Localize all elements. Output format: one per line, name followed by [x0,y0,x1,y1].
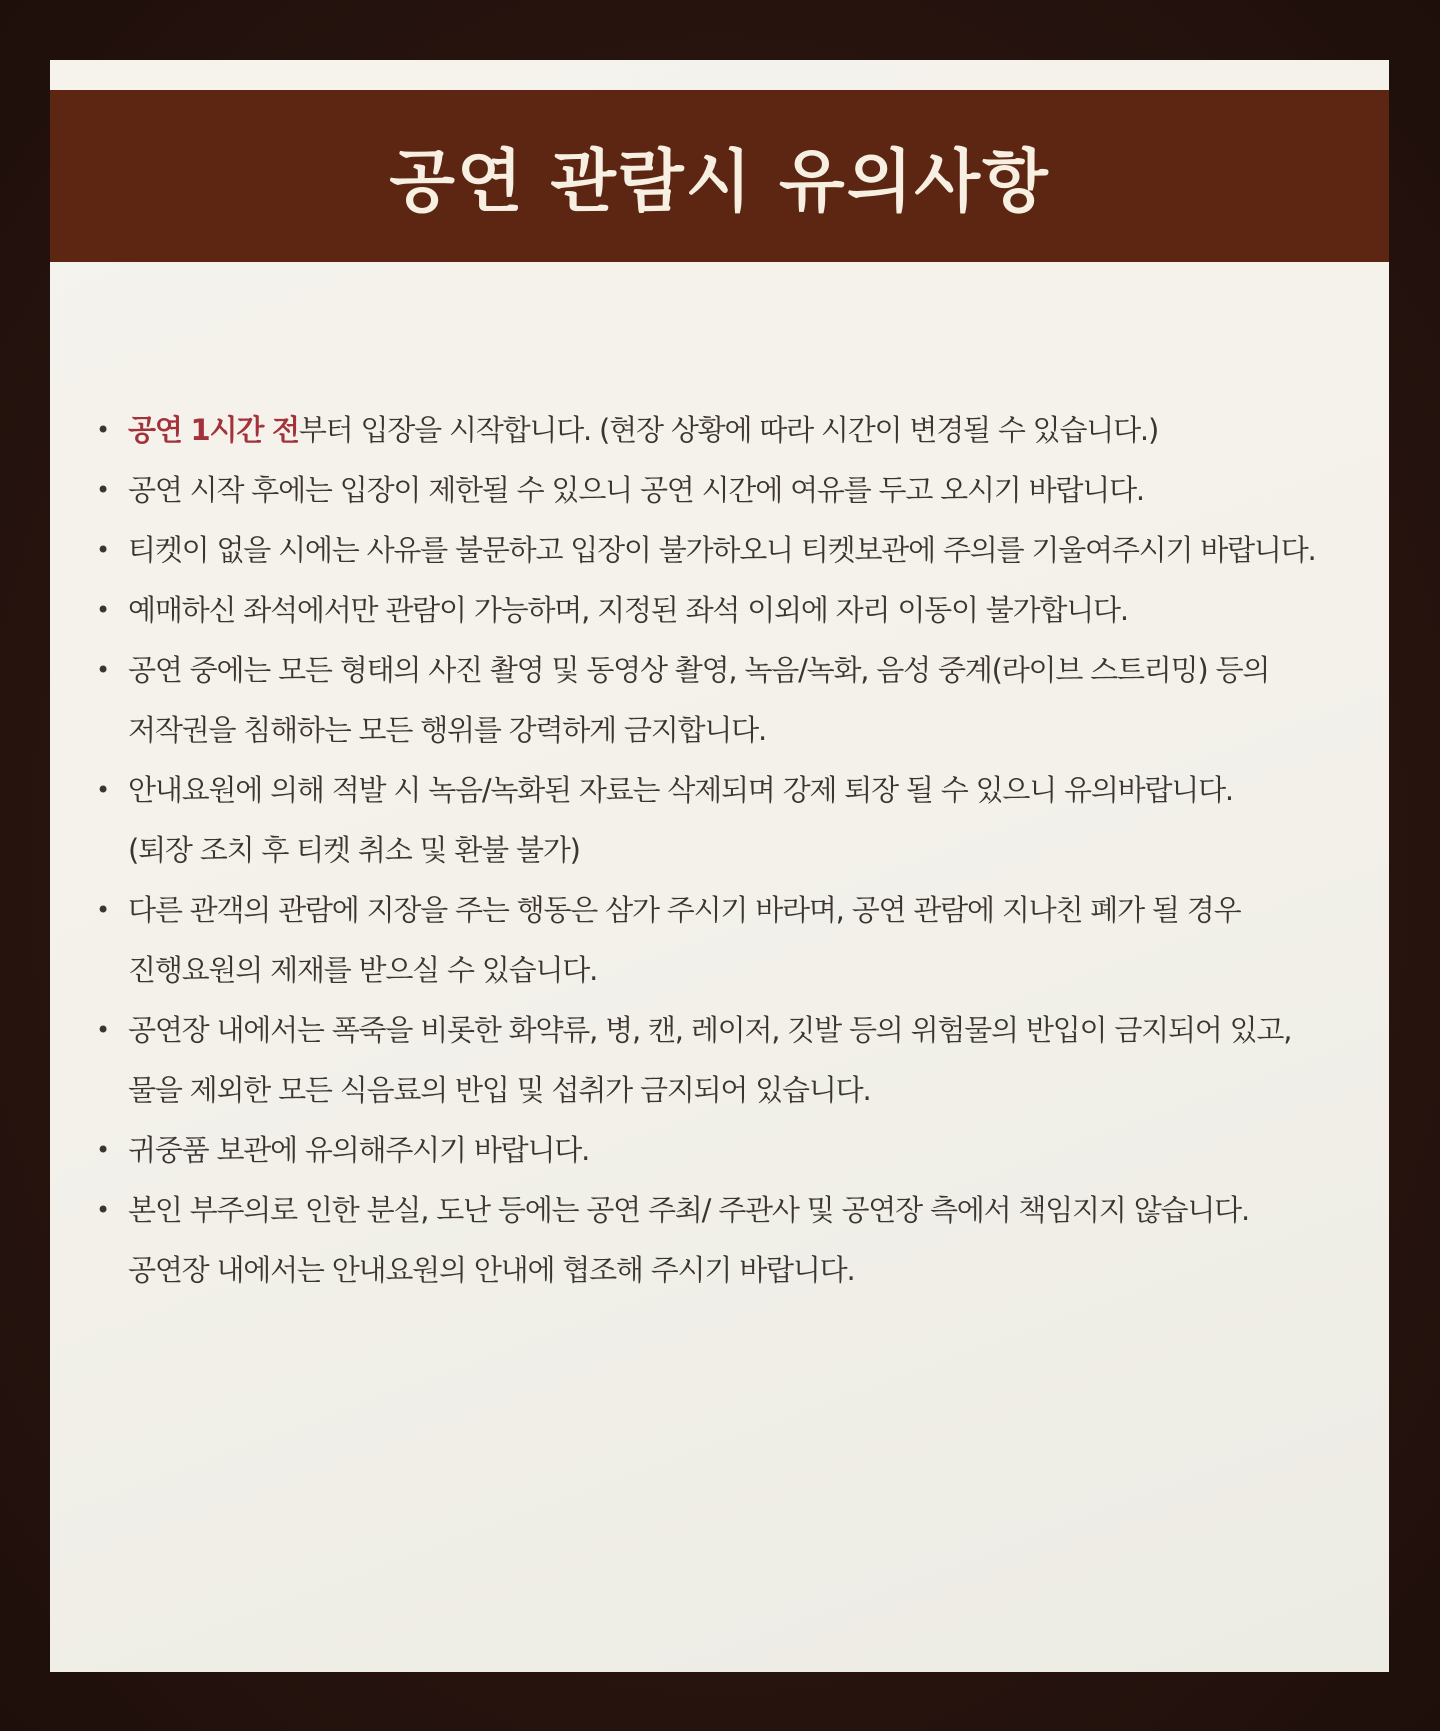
bullet-icon: • [96,416,109,444]
notice-text: 공연 시작 후에는 입장이 제한될 수 있으니 공연 시간에 여유를 두고 오시기 바랍니다. [128,473,1144,507]
page-title: 공연 관람시 유의사항 [389,142,1050,222]
bullet-icon: • [96,1196,109,1224]
bullet-icon: • [96,476,109,504]
list-item [96,880,1386,1000]
notice-text: 공연 중에는 모든 형태의 사진 촬영 및 동영상 촬영, 녹음/녹화, 음성 중계(라이브 스트리밍) 등의 [128,653,1270,687]
notice-text: (퇴장 조치 후 티켓 취소 및 환불 불가) [128,833,580,867]
list-item [96,640,1386,760]
notice-text: 예매하신 좌석에서만 관람이 가능하며, 지정된 좌석 이외에 자리 이동이 불가합니다. [128,593,1128,627]
bullet-icon: • [96,656,109,684]
notice-text: 물을 제외한 모든 식음료의 반입 및 섭취가 금지되어 있습니다. [128,1073,871,1107]
notice-list [96,400,1386,1300]
notice-text: 저작권을 침해하는 모든 행위를 강력하게 금지합니다. [128,713,767,747]
list-item [96,760,1386,880]
notice-card [50,60,1389,1672]
notice-text: 공연장 내에서는 폭죽을 비롯한 화약류, 병, 캔, 레이저, 깃발 등의 위험물의 반입이 금지되어 있고, [128,1013,1292,1047]
notice-text: 공연장 내에서는 안내요원의 안내에 협조해 주시기 바랍니다. [128,1253,855,1287]
bullet-icon: • [96,536,109,564]
list-item [96,460,1386,520]
notice-text: 안내요원에 의해 적발 시 녹음/녹화된 자료는 삭제되며 강제 퇴장 될 수 있으니 유의바랍니다. [128,773,1233,807]
notice-text: 진행요원의 제재를 받으실 수 있습니다. [128,953,598,987]
notice-text: 티켓이 없을 시에는 사유를 불문하고 입장이 불가하오니 티켓보관에 주의를 기울여주시기 바랍니다. [128,533,1316,567]
bullet-icon: • [96,1136,109,1164]
list-item [96,1120,1386,1180]
bullet-icon: • [96,596,109,624]
list-item [96,1180,1386,1300]
notice-text: 귀중품 보관에 유의해주시기 바랍니다. [128,1133,590,1167]
notice-line [128,400,1386,460]
notice-text: 부터 입장을 시작합니다. (현장 상황에 따라 시간이 변경될 수 있습니다.) [298,413,1159,447]
bullet-icon: • [96,896,109,924]
bullet-icon: • [96,776,109,804]
list-item [96,580,1386,640]
list-item [96,1000,1386,1120]
bullet-icon: • [96,1016,109,1044]
notice-text: 다른 관객의 관람에 지장을 주는 행동은 삼가 주시기 바라며, 공연 관람에 지나친 폐가 될 경우 [128,893,1241,927]
highlight-text: 공연 1시간 전 [128,413,299,447]
notice-text: 본인 부주의로 인한 분실, 도난 등에는 공연 주최/ 주관사 및 공연장 측에서 책임지지 않습니다. [128,1193,1249,1227]
list-item [96,520,1386,580]
title-banner [50,90,1389,262]
list-item [96,400,1386,460]
